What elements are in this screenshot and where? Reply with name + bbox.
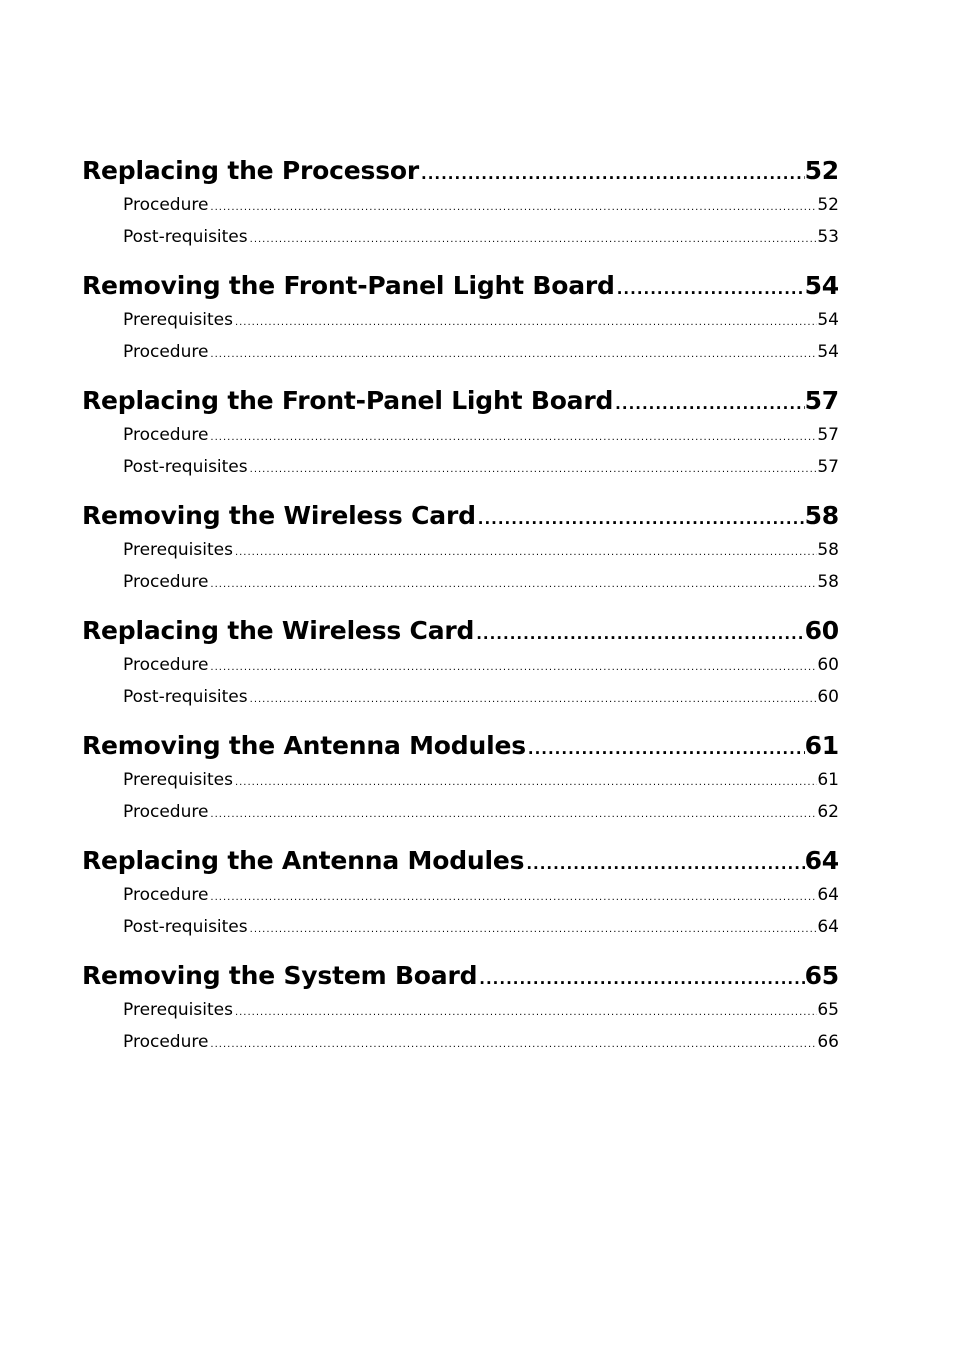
dot-leader bbox=[208, 652, 817, 681]
dot-leader bbox=[248, 914, 818, 943]
toc-entry-link[interactable] bbox=[82, 649, 839, 681]
toc-entry-page: 64 bbox=[817, 885, 839, 905]
toc-heading-title: Removing the Antenna Modules bbox=[82, 731, 526, 760]
dot-leader bbox=[524, 846, 804, 879]
toc-entry-title: Procedure bbox=[123, 802, 209, 822]
dot-leader bbox=[476, 501, 805, 534]
toc-section bbox=[82, 498, 839, 598]
dot-leader bbox=[477, 961, 804, 994]
toc-entry-link[interactable] bbox=[82, 1026, 839, 1058]
dot-leader bbox=[248, 684, 818, 713]
toc-entry-title: Prerequisites bbox=[123, 1000, 233, 1020]
toc-heading-link[interactable] bbox=[82, 958, 839, 994]
toc-entry-link[interactable] bbox=[82, 681, 839, 713]
toc-heading-link[interactable] bbox=[82, 613, 839, 649]
toc-entry-title: Procedure bbox=[123, 342, 209, 362]
dot-leader bbox=[208, 569, 817, 598]
toc-heading-title: Replacing the Front-Panel Light Board bbox=[82, 386, 614, 415]
toc-entry-link[interactable] bbox=[82, 911, 839, 943]
dot-leader bbox=[233, 537, 817, 566]
toc-heading-link[interactable] bbox=[82, 383, 839, 419]
toc-entry-link[interactable] bbox=[82, 189, 839, 221]
toc-heading-title: Replacing the Processor bbox=[82, 156, 420, 185]
toc-heading-title: Removing the Front-Panel Light Board bbox=[82, 271, 615, 300]
toc-entry-link[interactable] bbox=[82, 304, 839, 336]
toc-entry-link[interactable] bbox=[82, 796, 839, 828]
toc-heading-link[interactable] bbox=[82, 268, 839, 304]
toc-entry-page: 66 bbox=[817, 1032, 839, 1052]
toc-heading-page: 57 bbox=[804, 386, 839, 415]
dot-leader bbox=[208, 1029, 817, 1058]
toc-entry-title: Procedure bbox=[123, 1032, 209, 1052]
toc-heading-page: 65 bbox=[804, 961, 839, 990]
toc-section bbox=[82, 958, 839, 1058]
toc-section bbox=[82, 728, 839, 828]
toc-entry-title: Prerequisites bbox=[123, 540, 233, 560]
toc-entry-page: 57 bbox=[817, 425, 839, 445]
dot-leader bbox=[613, 386, 804, 419]
dot-leader bbox=[208, 192, 817, 221]
dot-leader bbox=[208, 339, 817, 368]
toc-entry-title: Procedure bbox=[123, 425, 209, 445]
toc-entry-link[interactable] bbox=[82, 221, 839, 253]
dot-leader bbox=[248, 454, 818, 483]
toc-entry-title: Prerequisites bbox=[123, 770, 233, 790]
dot-leader bbox=[615, 271, 805, 304]
toc-section bbox=[82, 843, 839, 943]
toc-entry-link[interactable] bbox=[82, 879, 839, 911]
dot-leader bbox=[233, 997, 817, 1026]
toc-heading-title: Removing the System Board bbox=[82, 961, 478, 990]
toc-heading-link[interactable] bbox=[82, 498, 839, 534]
toc-section bbox=[82, 383, 839, 483]
toc-heading-page: 64 bbox=[804, 846, 839, 875]
toc-heading-link[interactable] bbox=[82, 153, 839, 189]
toc-entry-page: 62 bbox=[817, 802, 839, 822]
toc-heading-page: 58 bbox=[804, 501, 839, 530]
dot-leader bbox=[208, 799, 817, 828]
toc-entry-title: Post-requisites bbox=[123, 227, 248, 247]
toc-entry-title: Post-requisites bbox=[123, 687, 248, 707]
dot-leader bbox=[419, 156, 805, 189]
toc-heading-link[interactable] bbox=[82, 843, 839, 879]
toc-entry-link[interactable] bbox=[82, 451, 839, 483]
dot-leader bbox=[208, 422, 817, 451]
toc-heading-title: Removing the Wireless Card bbox=[82, 501, 476, 530]
toc-entry-link[interactable] bbox=[82, 764, 839, 796]
toc-entry-title: Procedure bbox=[123, 885, 209, 905]
toc-entry-page: 54 bbox=[817, 310, 839, 330]
dot-leader bbox=[208, 882, 817, 911]
toc-entry-link[interactable] bbox=[82, 566, 839, 598]
toc-entry-title: Prerequisites bbox=[123, 310, 233, 330]
toc-entry-link[interactable] bbox=[82, 336, 839, 368]
toc-entry-title: Procedure bbox=[123, 572, 209, 592]
toc-entry-page: 58 bbox=[817, 540, 839, 560]
toc-entry-page: 52 bbox=[817, 195, 839, 215]
dot-leader bbox=[233, 767, 817, 796]
toc-section bbox=[82, 268, 839, 368]
toc-entry-title: Post-requisites bbox=[123, 457, 248, 477]
toc-section bbox=[82, 613, 839, 713]
toc-entry-link[interactable] bbox=[82, 419, 839, 451]
toc-entry-page: 64 bbox=[817, 917, 839, 937]
toc-entry-title: Procedure bbox=[123, 655, 209, 675]
dot-leader bbox=[233, 307, 817, 336]
toc-entry-link[interactable] bbox=[82, 534, 839, 566]
toc-heading-page: 61 bbox=[804, 731, 839, 760]
table-of-contents bbox=[82, 153, 839, 1058]
toc-heading-link[interactable] bbox=[82, 728, 839, 764]
dot-leader bbox=[248, 224, 818, 253]
toc-entry-page: 53 bbox=[817, 227, 839, 247]
dot-leader bbox=[474, 616, 804, 649]
dot-leader bbox=[526, 731, 805, 764]
toc-entry-page: 60 bbox=[817, 687, 839, 707]
toc-entry-page: 58 bbox=[817, 572, 839, 592]
toc-entry-page: 60 bbox=[817, 655, 839, 675]
toc-heading-page: 60 bbox=[804, 616, 839, 645]
toc-entry-title: Post-requisites bbox=[123, 917, 248, 937]
toc-heading-page: 54 bbox=[804, 271, 839, 300]
toc-section bbox=[82, 153, 839, 253]
toc-entry-link[interactable] bbox=[82, 994, 839, 1026]
toc-heading-title: Replacing the Wireless Card bbox=[82, 616, 475, 645]
toc-heading-page: 52 bbox=[804, 156, 839, 185]
toc-heading-title: Replacing the Antenna Modules bbox=[82, 846, 525, 875]
toc-entry-title: Procedure bbox=[123, 195, 209, 215]
toc-entry-page: 61 bbox=[817, 770, 839, 790]
toc-entry-page: 65 bbox=[817, 1000, 839, 1020]
toc-entry-page: 57 bbox=[817, 457, 839, 477]
toc-entry-page: 54 bbox=[817, 342, 839, 362]
